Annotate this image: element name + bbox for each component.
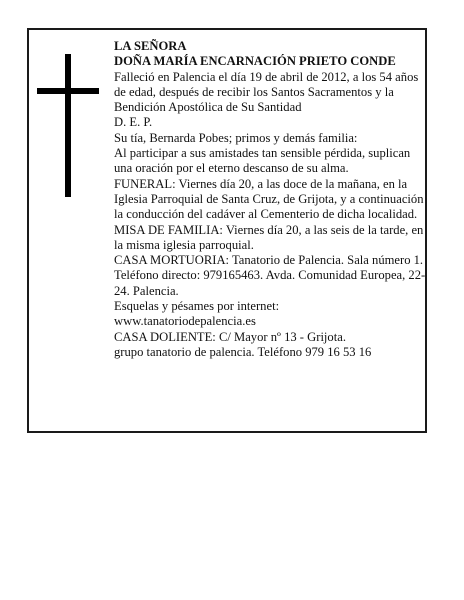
cross-icon bbox=[65, 54, 71, 197]
condolences-url: www.tanatoriodepalencia.es bbox=[114, 314, 256, 329]
deceased-name: DOÑA MARÍA ENCARNACIÓN PRIETO CONDE bbox=[114, 54, 396, 69]
condolences-line: Esquelas y pésames por internet: bbox=[114, 299, 280, 314]
family-line: Su tía, Bernarda Pobes; primos y demás familia: bbox=[114, 130, 358, 145]
mortuary-paragraph: CASA MORTUORIA: Tanatorio de Palencia. Sala número 1. Teléfono directo: 979165463. Avda. Comunidad Europea, 22-24. Palencia. bbox=[114, 253, 426, 298]
family-mass-paragraph: MISA DE FAMILIA: Viernes día 20, a las seis de la tarde, en la misma iglesia parroquial. bbox=[114, 222, 424, 252]
heading-title: LA SEÑORA bbox=[114, 39, 187, 53]
cross-icon-arm bbox=[37, 88, 99, 94]
death-notice-paragraph: Falleció en Palencia el día 19 de abril de 2012, a los 54 años de edad, después de recibir los Santos Sacramentos y la Bendición Apostólica de Su Santidad bbox=[114, 69, 419, 115]
rip-line: D. E. P. bbox=[114, 115, 153, 130]
home-address-line: CASA DOLIENTE: C/ Mayor nº 13 - Grijota. bbox=[114, 329, 346, 344]
prayer-request-paragraph: Al participar a sus amistades tan sensible pérdida, suplican una oración por el eterno descanso de su alma. bbox=[114, 146, 411, 176]
funeral-paragraph: FUNERAL: Viernes día 20, a las doce de la mañana, en la Iglesia Parroquial de Santa Cruz, de Grijota, y a continuación la conducción del cadáver al Cementerio de dicha localidad. bbox=[114, 176, 424, 222]
footer-line: grupo tanatorio de palencia. Teléfono 979 16 53 16 bbox=[114, 344, 372, 359]
obituary-text bbox=[114, 39, 426, 360]
